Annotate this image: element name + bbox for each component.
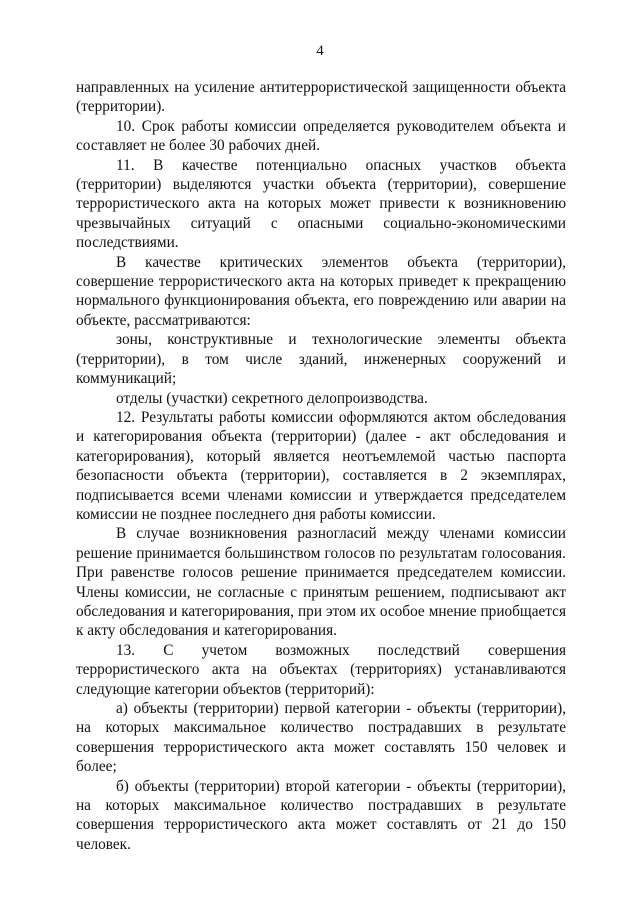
paragraph-item-13: 13. С учетом возможных последствий совершения террористического акта на объектах (территориях) устанавливаются следующие категории объектов (территорий):	[76, 641, 566, 698]
paragraph-item-11: 11. В качестве потенциально опасных участков объекта (территории) выделяются участки объекта (территории), совершение террористического акта на которых может привести к возникновению чрезвычайных ситуаций с опасными социально-экономическими последствиями.	[76, 156, 566, 252]
paragraph-zones: зоны, конструктивные и технологические элементы объекта (территории), в том числе зданий, инженерных сооружений и коммуникаций;	[76, 331, 566, 388]
body-text	[76, 78, 566, 854]
paragraph-disagreements: В случае возникновения разногласий между членами комиссии решение принимается большинством голосов по результатам голосования. При равенстве голосов решение принимается председателем комиссии. Члены комиссии, не согласные с принятым решением, подписывают акт обследования и категорирования, при этом их особое мнение приобщается к акту обследования и категорирования.	[76, 525, 566, 640]
paragraph-item-10: 10. Срок работы комиссии определяется руководителем объекта и составляет не более 30 рабочих дней.	[76, 117, 566, 155]
page-number: 4	[316, 43, 324, 59]
paragraph-secret-departments: отделы (участки) секретного делопроизводства.	[116, 389, 428, 407]
paragraph-continuation: направленных на усиление антитеррористической защищенности объекта (территории).	[76, 79, 566, 116]
paragraph-category-a: а) объекты (территории) первой категории - объекты (территории), на которых максимальное количество пострадавших в результате совершения террористического акта может составлять 150 человек и более;	[76, 700, 566, 776]
paragraph-critical-elements: В качестве критических элементов объекта (территории), совершение террористического акта на которых приведет к прекращению нормального функционирования объекта, его повреждению или аварии на объекте, рассматриваются:	[76, 253, 566, 329]
paragraph-category-b: б) объекты (территории) второй категории - объекты (территории), на которых максимальное количество пострадавших в результате совершения террористического акта может составлять от 21 до 150 человек.	[76, 777, 566, 853]
paragraph-item-12: 12. Результаты работы комиссии оформляются актом обследования и категорирования объекта (территории) (далее - акт обследования и категорирования), который является неотъемлемой частью паспорта безопасности объекта (территории), составляется в 2 экземплярах, подписывается всеми членами комиссии и утверждается председателем комиссии не позднее последнего дня работы комиссии.	[76, 408, 566, 523]
